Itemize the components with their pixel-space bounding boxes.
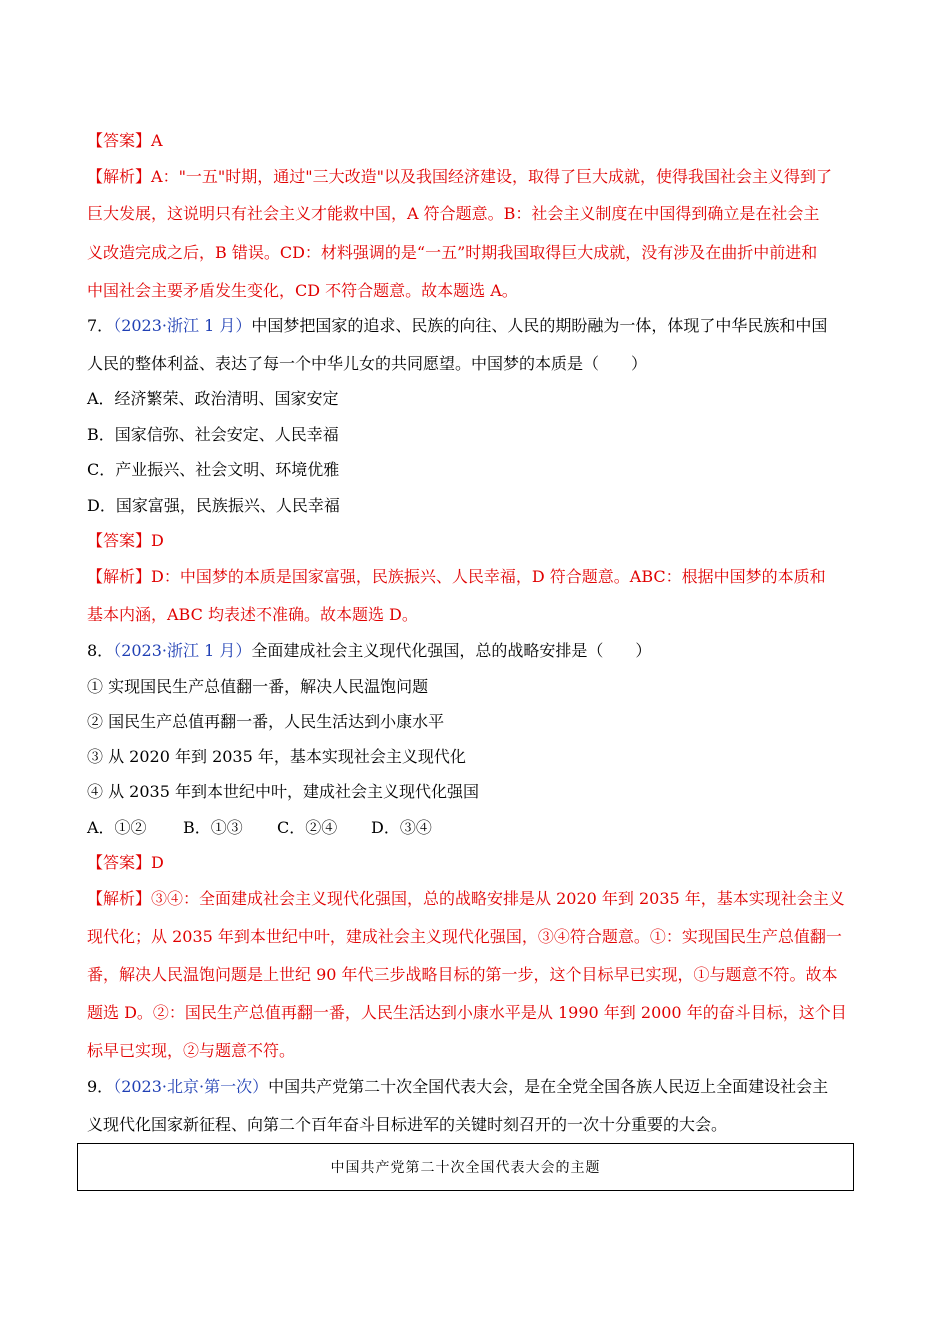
q7-analysis-line-1: 【解析】D：中国梦的本质是国家富强，民族振兴、人民幸福，D 符合题意。ABC：根据中国梦的本质和 — [87, 567, 826, 586]
q8-analysis-line-3: 番，解决人民温饱问题是上世纪 90 年代三步战略目标的第一步，这个目标早已实现，①与题意不符。故本 — [87, 965, 838, 984]
question-source: （2023·浙江 1 月） — [113, 316, 252, 335]
q8-item-1: ① 实现国民生产总值翻一番，解决人民温饱问题 — [87, 677, 429, 696]
answer-tag: 【答案】 — [87, 531, 152, 550]
q8-choice-b: B．①③ — [183, 818, 243, 837]
question-source: （2023·浙江 1 月） — [113, 641, 252, 660]
q9-box-title: 中国共产党第二十次全国代表大会的主题 — [330, 1160, 601, 1176]
q6-analysis-line-4: 中国社会主要矛盾发生变化，CD 不符合题意。故本题选 A。 — [87, 281, 518, 300]
q7-answer — [87, 531, 867, 551]
question-source: （2023·北京·第一次） — [113, 1077, 269, 1096]
analysis-tag: 【解析】 — [87, 889, 152, 908]
q8-item-3: ③ 从 2020 年到 2035 年，基本实现社会主义现代化 — [87, 747, 466, 766]
q8-item-2: ② 国民生产总值再翻一番，人民生活达到小康水平 — [87, 712, 445, 731]
q6-analysis-line-3: 义改造完成之后，B 错误。CD：材料强调的是“一五”时期我国取得巨大成就，没有涉及在曲折中前进和 — [87, 243, 818, 262]
q7-stem-line-2: 人民的整体利益、表达了每一个中华儿女的共同愿望。中国梦的本质是（ ） — [87, 354, 648, 373]
answer-tag: 【答案】 — [87, 853, 152, 872]
q9-material-box — [77, 1143, 854, 1191]
answer-value: A — [151, 131, 163, 150]
q7-option-d: D．国家富强，民族振兴、人民幸福 — [87, 496, 340, 515]
analysis-tag: 【解析】 — [87, 567, 152, 586]
q7-option-b: B．国家信弥、社会安定、人民幸福 — [87, 425, 339, 444]
q8-choice-c: C．②④ — [277, 818, 338, 837]
question-number: 8． — [87, 641, 114, 660]
q8-answer — [87, 853, 867, 873]
q8-item-4: ④ 从 2035 年到本世纪中叶，建成社会主义现代化强国 — [87, 782, 479, 801]
q8-choice-d: D．③④ — [371, 818, 432, 837]
q9-stem-line-1: 9．（2023·北京·第一次）中国共产党第二十次全国代表大会，是在全党全国各族人民迈上全面建设社会主 — [87, 1077, 829, 1096]
q7-stem-line-1: 7．（2023·浙江 1 月）中国梦把国家的追求、民族的向往、人民的期盼融为一体，体现了中华民族和中国 — [87, 316, 828, 335]
q7-analysis-line-2: 基本内涵，ABC 均表述不准确。故本题选 D。 — [87, 605, 418, 624]
q8-analysis-line-5: 标早已实现，②与题意不符。 — [87, 1041, 296, 1060]
answer-value: D — [151, 853, 164, 872]
answer-tag: 【答案】 — [87, 131, 152, 150]
analysis-tag: 【解析】 — [87, 167, 152, 186]
q6-answer — [87, 131, 867, 151]
answer-value: D — [151, 531, 164, 550]
question-number: 7． — [87, 316, 114, 335]
question-number: 9． — [87, 1077, 114, 1096]
q7-option-c: C．产业振兴、社会文明、环境优雅 — [87, 460, 340, 479]
q6-analysis-line-2: 巨大发展，这说明只有社会主义才能救中国，A 符合题意。B：社会主义制度在中国得到确立是在社会主 — [87, 204, 820, 223]
q8-choices — [87, 818, 867, 838]
q9-stem-line-2: 义现代化国家新征程、向第二个百年奋斗目标进军的关键时刻召开的一次十分重要的大会。 — [87, 1115, 728, 1134]
q8-analysis-line-2: 现代化；从 2035 年到本世纪中叶，建成社会主义现代化强国，③④符合题意。①：实现国民生产总值翻一 — [87, 927, 842, 946]
q8-analysis-line-1: 【解析】③④：全面建成社会主义现代化强国，总的战略安排是从 2020 年到 2035 年，基本实现社会主义 — [87, 889, 845, 908]
q7-option-a: A．经济繁荣、政治清明、国家安定 — [87, 389, 339, 408]
q6-analysis-line-1: 【解析】A："一五"时期，通过"三大改造"以及我国经济建设，取得了巨大成就，使得我国社会主义得到了 — [87, 167, 833, 186]
q8-stem: 8．（2023·浙江 1 月）全面建成社会主义现代化强国，总的战略安排是（ ） — [87, 641, 652, 660]
q8-choice-a: A．①② — [87, 818, 147, 837]
q8-analysis-line-4: 题选 D。②：国民生产总值再翻一番，人民生活达到小康水平是从 1990 年到 2000 年的奋斗目标，这个目 — [87, 1003, 847, 1022]
